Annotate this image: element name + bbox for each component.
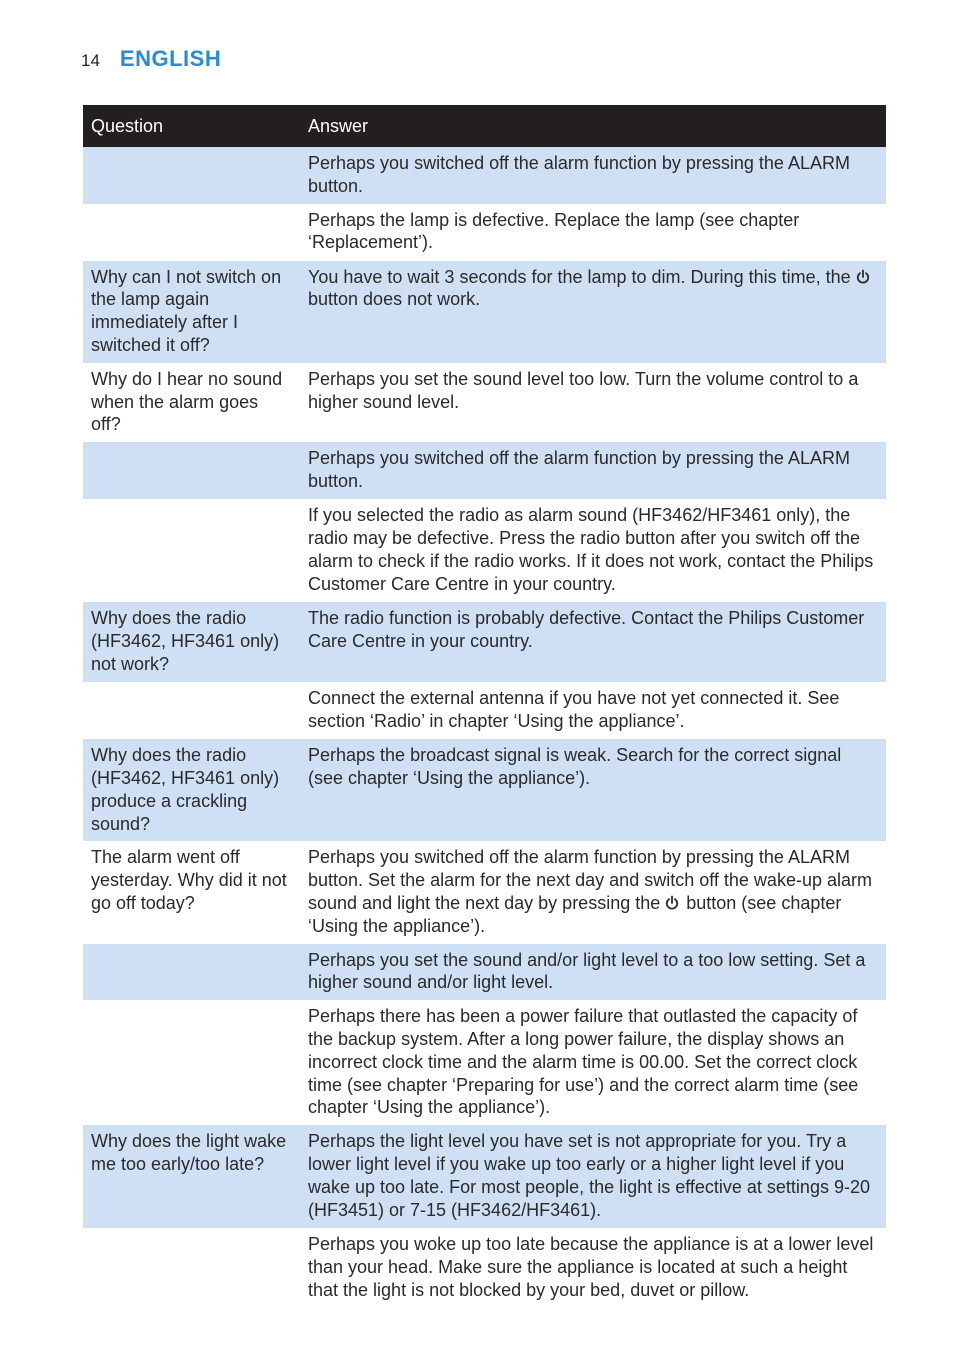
power-icon xyxy=(856,269,870,285)
answer-cell: Perhaps the lamp is defective. Replace the lamp (see chapter ‘Replacement’). xyxy=(300,204,886,261)
page-number: 14 xyxy=(81,51,100,70)
answer-cell: Perhaps you set the sound level too low. Turn the volume control to a higher sound level. xyxy=(300,363,886,442)
answer-text-after: button (see chapter ‘Using the appliance’). xyxy=(308,892,842,936)
answer-cell: Perhaps the light level you have set is not appropriate for you. Try a lower light level if you wake up too early or a higher light level if you wake up too late. For most people, the light is effective at settings 9-20 (HF3451) or 7-15 (HF3462/HF3461). xyxy=(300,1125,886,1228)
table-row xyxy=(83,1000,886,1125)
answer-cell: Perhaps the broadcast signal is weak. Search for the correct signal (see chapter ‘Using the appliance’). xyxy=(300,739,886,841)
table-row xyxy=(83,261,886,363)
question-cell: Why does the radio (HF3462, HF3461 only) produce a crackling sound? xyxy=(83,739,300,841)
question-cell xyxy=(83,944,300,1001)
table-row xyxy=(83,147,886,204)
question-cell xyxy=(83,204,300,261)
table-row xyxy=(83,1228,886,1308)
answer-text-after: button does not work. xyxy=(308,289,481,310)
question-cell: Why can I not switch on the lamp again immediately after I switched it off? xyxy=(83,261,300,363)
table-row xyxy=(83,944,886,1001)
question-cell: Why do I hear no sound when the alarm goes off? xyxy=(83,363,300,442)
question-cell xyxy=(83,1000,300,1125)
answer-cell: Perhaps you set the sound and/or light level to a too low setting. Set a higher sound and/or light level. xyxy=(300,944,886,1001)
page-header xyxy=(81,46,221,74)
table-row xyxy=(83,1125,886,1228)
answer-cell: Perhaps you switched off the alarm function by pressing the ALARM button. xyxy=(300,147,886,204)
table-row xyxy=(83,499,886,602)
answer-cell: Perhaps there has been a power failure that outlasted the capacity of the backup system. After a long power failure, the display shows an incorrect clock time and the alarm time is 00.00. Set the correct clock time (see chapter ‘Preparing for use’) and the correct alarm time (see chapter ‘Using the appliance’). xyxy=(300,1000,886,1125)
table-row xyxy=(83,739,886,841)
power-icon xyxy=(665,895,679,911)
language-heading: ENGLISH xyxy=(119,46,222,71)
table-row xyxy=(83,363,886,442)
table-row xyxy=(83,841,886,943)
question-cell xyxy=(83,1228,300,1308)
answer-cell: The radio function is probably defective. Contact the Philips Customer Care Centre in your country. xyxy=(300,602,886,682)
table-row xyxy=(83,204,886,261)
answer-cell xyxy=(300,841,886,943)
question-cell xyxy=(83,499,300,602)
question-cell: The alarm went off yesterday. Why did it not go off today? xyxy=(83,841,300,943)
answer-cell: Connect the external antenna if you have not yet connected it. See section ‘Radio’ in chapter ‘Using the appliance’. xyxy=(300,682,886,739)
column-header-answer: Answer xyxy=(300,105,886,147)
answer-cell xyxy=(300,261,886,363)
question-cell xyxy=(83,682,300,739)
column-header-question: Question xyxy=(83,105,300,147)
question-cell xyxy=(83,442,300,499)
answer-cell: Perhaps you switched off the alarm function by pressing the ALARM button. xyxy=(300,442,886,499)
answer-text-before: Perhaps you switched off the alarm function by pressing the ALARM button. Set the alarm for the next day and switch off the wake-up alarm sound and light the next day by pressing the xyxy=(308,847,872,913)
troubleshooting-table xyxy=(83,105,886,1308)
answer-text-before: You have to wait 3 seconds for the lamp to dim. During this time, the xyxy=(308,266,856,287)
table-header-row xyxy=(83,105,886,147)
table-row xyxy=(83,682,886,739)
answer-cell: Perhaps you woke up too late because the appliance is at a lower level than your head. Make sure the appliance is located at such a height that the light is not blocked by your bed, duvet or pillow. xyxy=(300,1228,886,1308)
answer-cell: If you selected the radio as alarm sound (HF3462/HF3461 only), the radio may be defective. Press the radio button after you switch off the alarm to check if the radio works. If it does not work, contact the Philips Customer Care Centre in your country. xyxy=(300,499,886,602)
question-cell xyxy=(83,147,300,204)
table-row xyxy=(83,602,886,682)
table-row xyxy=(83,442,886,499)
question-cell: Why does the radio (HF3462, HF3461 only) not work? xyxy=(83,602,300,682)
question-cell: Why does the light wake me too early/too late? xyxy=(83,1125,300,1228)
